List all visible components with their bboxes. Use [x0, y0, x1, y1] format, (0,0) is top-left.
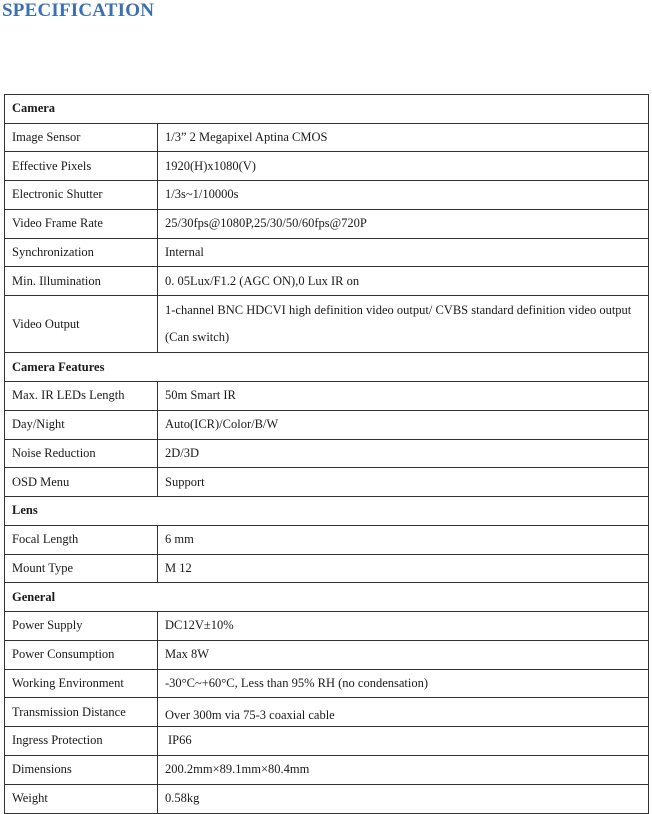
- spec-label: Min. Illumination: [5, 267, 158, 296]
- table-row: [5, 640, 649, 669]
- spec-label: Electronic Shutter: [5, 181, 158, 210]
- spec-value: M 12: [158, 554, 649, 583]
- table-row: [5, 439, 649, 468]
- spec-label: Noise Reduction: [5, 439, 158, 468]
- section-header-row: [5, 497, 649, 526]
- table-row: [5, 296, 649, 353]
- spec-label: Image Sensor: [5, 123, 158, 152]
- table-row: [5, 784, 649, 813]
- spec-value: 0. 05Lux/F1.2 (AGC ON),0 Lux IR on: [158, 267, 649, 296]
- spec-value: Over 300m via 75-3 coaxial cable: [158, 698, 649, 727]
- table-row: [5, 267, 649, 296]
- table-row: [5, 554, 649, 583]
- section-title: Lens: [5, 497, 649, 526]
- spec-value: -30°C~+60°C, Less than 95% RH (no condensation): [158, 669, 649, 698]
- spec-value: 6 mm: [158, 525, 649, 554]
- table-row: [5, 123, 649, 152]
- table-row: [5, 238, 649, 267]
- spec-value: Auto(ICR)/Color/B/W: [158, 410, 649, 439]
- spec-value: Internal: [158, 238, 649, 267]
- spec-label: Synchronization: [5, 238, 158, 267]
- spec-value: 1/3” 2 Megapixel Aptina CMOS: [158, 123, 649, 152]
- table-row: [5, 698, 649, 727]
- section-header-row: [5, 95, 649, 124]
- spec-value: 50m Smart IR: [158, 382, 649, 411]
- spec-label: Ingress Protection: [5, 727, 158, 756]
- table-row: [5, 209, 649, 238]
- spec-label: Focal Length: [5, 525, 158, 554]
- table-row: [5, 152, 649, 181]
- table-row: [5, 612, 649, 641]
- spec-value: 1-channel BNC HDCVI high definition video output/ CVBS standard definition video output (Can switch): [158, 296, 649, 353]
- spec-value: Max 8W: [158, 640, 649, 669]
- section-title: Camera: [5, 95, 649, 124]
- table-row: [5, 755, 649, 784]
- spec-value: 1/3s~1/10000s: [158, 181, 649, 210]
- section-header-row: [5, 583, 649, 612]
- page-title: SPECIFICATION: [2, 0, 155, 21]
- spec-label: Power Supply: [5, 612, 158, 641]
- spec-label: Power Consumption: [5, 640, 158, 669]
- spec-label: Transmission Distance: [5, 698, 158, 727]
- spec-value: 1920(H)x1080(V): [158, 152, 649, 181]
- spec-value: Support: [158, 468, 649, 497]
- spec-label: Mount Type: [5, 554, 158, 583]
- spec-value: 0.58kg: [158, 784, 649, 813]
- spec-label: Effective Pixels: [5, 152, 158, 181]
- spec-label: Video Output: [5, 296, 158, 353]
- table-row: [5, 727, 649, 756]
- specification-table: [4, 94, 649, 814]
- spec-label: Dimensions: [5, 755, 158, 784]
- section-title: Camera Features: [5, 353, 649, 382]
- spec-label: Video Frame Rate: [5, 209, 158, 238]
- table-row: [5, 525, 649, 554]
- spec-value: 25/30fps@1080P,25/30/50/60fps@720P: [158, 209, 649, 238]
- table-row: [5, 410, 649, 439]
- spec-label: Max. IR LEDs Length: [5, 382, 158, 411]
- spec-value: 2D/3D: [158, 439, 649, 468]
- spec-label: Working Environment: [5, 669, 158, 698]
- spec-label: Day/Night: [5, 410, 158, 439]
- spec-value: IP66: [158, 727, 649, 756]
- spec-value: 200.2mm×89.1mm×80.4mm: [158, 755, 649, 784]
- table-row: [5, 181, 649, 210]
- section-title: General: [5, 583, 649, 612]
- spec-label: OSD Menu: [5, 468, 158, 497]
- table-row: [5, 468, 649, 497]
- section-header-row: [5, 353, 649, 382]
- table-row: [5, 382, 649, 411]
- spec-value: DC12V±10%: [158, 612, 649, 641]
- table-row: [5, 669, 649, 698]
- spec-label: Weight: [5, 784, 158, 813]
